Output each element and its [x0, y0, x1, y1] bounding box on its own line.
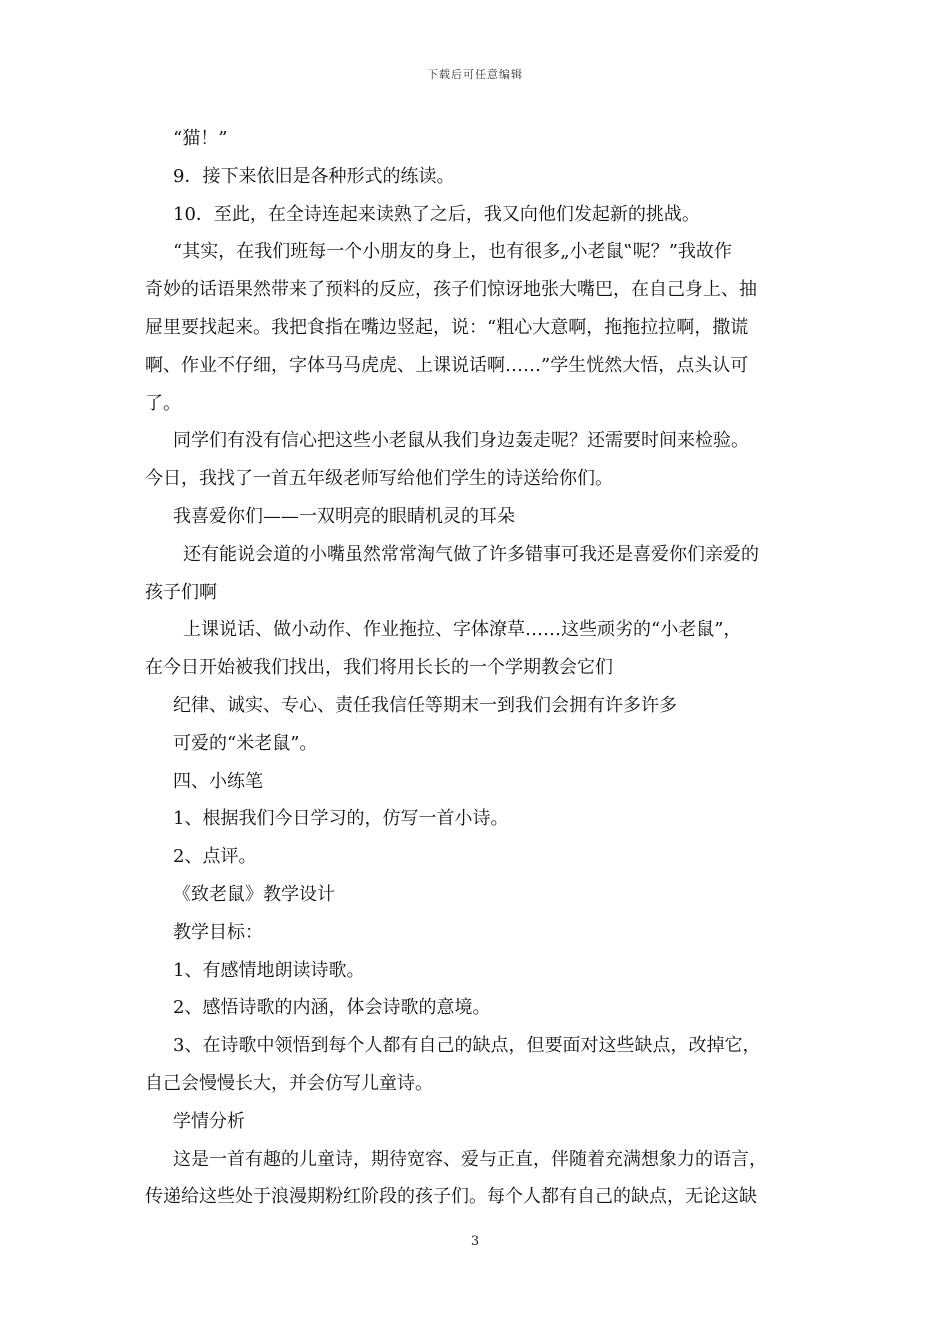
text-line: 9．接下来依旧是各种形式的练读。	[173, 165, 455, 187]
text-line: “其实，在我们班每一个小朋友的身上，也有很多„小老鼠‟呢？”我故作	[173, 241, 732, 263]
text-line: 自己会慢慢长大，并会仿写儿童诗。	[145, 1072, 433, 1094]
poem-line: 纪律、诚实、专心、责任我信任等期末一到我们会拥有许多许多	[173, 694, 677, 716]
page-number: 3	[470, 1234, 480, 1249]
text-line: 奇妙的话语果然带来了预料的反应，孩子们惊讶地张大嘴巴，在自己身上、抽	[145, 279, 757, 301]
poem-line: 孩子们啊	[145, 581, 217, 603]
text-line: 这是一首有趣的儿童诗，期待宽容、爱与正直，伴随着充满想象力的语言，	[173, 1148, 767, 1170]
text-line: 传递给这些处于浪漫期粉红阶段的孩子们。每个人都有自己的缺点，无论这缺	[145, 1186, 757, 1208]
document-body	[145, 120, 810, 1216]
text-line: 10．至此，在全诗连起来读熟了之后，我又向他们发起新的挑战。	[173, 203, 700, 225]
section-heading: 学情分析	[173, 1110, 245, 1132]
text-line: 1、有感情地朗读诗歌。	[173, 959, 365, 981]
poem-line: 在今日开始被我们找出，我们将用长长的一个学期教会它们	[145, 657, 613, 679]
poem-line: 还有能说会道的小嘴虽然常常淘气做了许多错事可我还是喜爱你们亲爱的	[183, 543, 759, 565]
text-line: 今日，我找了一首五年级老师写给他们学生的诗送给你们。	[145, 468, 613, 490]
poem-line: 上课说话、做小动作、作业拖拉、字体潦草……这些顽劣的“小老鼠”，	[183, 619, 742, 641]
text-line: 3、在诗歌中领悟到每个人都有自己的缺点，但要面对这些缺点，改掉它，	[173, 1035, 761, 1057]
text-line: 1、根据我们今日学习的，仿写一首小诗。	[173, 808, 509, 830]
document-title: 《致老鼠》教学设计	[173, 883, 335, 905]
text-line: “猫！”	[173, 128, 228, 149]
page-header: 下载后可任意编辑	[427, 68, 523, 81]
poem-line: 我喜爱你们——一双明亮的眼睛机灵的耳朵	[173, 505, 515, 527]
text-line: 同学们有没有信心把这些小老鼠从我们身边轰走呢？还需要时间来检验。	[173, 430, 749, 452]
poem-line: 可爱的“米老鼠”。	[173, 732, 318, 754]
text-line: 啊、作业不仔细，字体马马虎虎、上课说话啊……”学生恍然大悟，点头认可	[145, 354, 749, 376]
text-line: 2、点评。	[173, 846, 257, 868]
text-line: 了。	[145, 392, 181, 414]
section-heading: 四、小练笔	[173, 770, 263, 792]
text-line: 屉里要找起来。我把食指在嘴边竖起，说：“粗心大意啊，拖拖拉拉啊，撒谎	[145, 316, 749, 338]
text-line: 2、感悟诗歌的内涵，体会诗歌的意境。	[173, 997, 491, 1019]
section-heading: 教学目标：	[173, 921, 263, 943]
